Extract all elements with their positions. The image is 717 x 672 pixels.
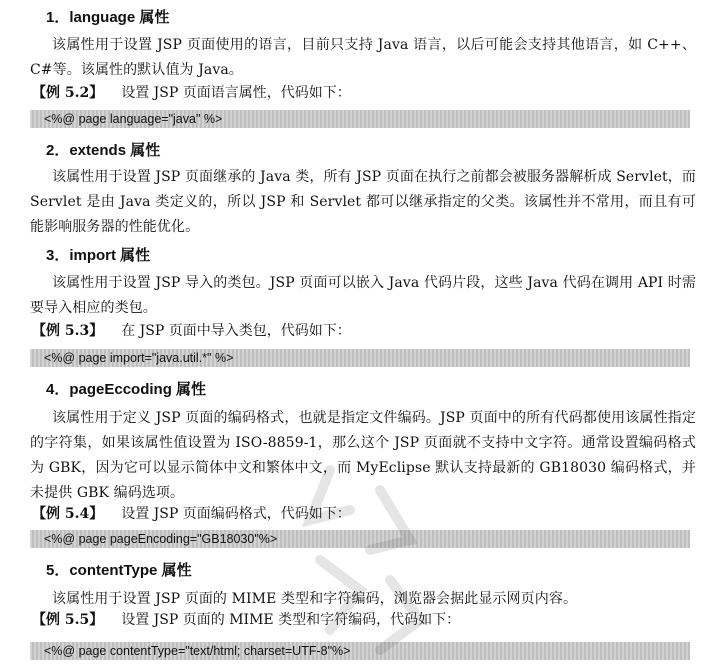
- example-text: 设置 JSP 页面的 MIME 类型和字符编码，代码如下：: [121, 612, 461, 628]
- example-tag: 【例 5.2】: [32, 85, 104, 101]
- example-text: 设置 JSP 页面语言属性，代码如下：: [121, 85, 351, 101]
- code-block-import: <%@ page import="java.util.*" %>: [30, 349, 690, 367]
- example-text: 设置 JSP 页面编码格式，代码如下：: [121, 506, 351, 522]
- example-tag: 【例 5.5】: [32, 612, 104, 628]
- section-paragraph-import: 该属性用于设置 JSP 导入的类包。JSP 页面可以嵌入 Java 代码片段，这些 Java 代码在调用 API 时需要导入相应的类包。: [30, 275, 696, 316]
- example-text: 在 JSP 页面中导入类包，代码如下：: [121, 323, 351, 339]
- section-heading-pageencoding: 4．pageEccoding 属性: [46, 381, 207, 398]
- example-5-5: [32, 609, 460, 629]
- section-heading-import: 3．import 属性: [46, 247, 151, 264]
- section-heading-language: 1．language 属性: [46, 9, 170, 26]
- code-block-contenttype: <%@ page contentType="text/html; charset=UTF-8"%>: [30, 642, 690, 660]
- example-tag: 【例 5.4】: [32, 506, 104, 522]
- section-paragraph-extends: 该属性用于设置 JSP 页面继承的 Java 类，所有 JSP 页面在执行之前都会被服务器解析成 Servlet，而 Servlet 是由 Java 类定义的，所以 JSP 和 Servlet 都可以继承指定的父类。该属性并不常用，而且有可能影响服务器的性能优化。: [30, 169, 696, 235]
- example-5-4: [32, 503, 351, 523]
- section-paragraph-contenttype: 该属性用于设置 JSP 页面的 MIME 类型和字符编码，浏览器会据此显示网页内容。: [52, 591, 578, 607]
- example-tag: 【例 5.3】: [32, 323, 104, 339]
- section-heading-contenttype: 5．contentType 属性: [46, 562, 192, 579]
- section-paragraph-language: 该属性用于设置 JSP 页面使用的语言，目前只支持 Java 语言，以后可能会支持其他语言，如 C++、C#等。该属性的默认值为 Java。: [30, 37, 696, 78]
- example-5-2: [32, 82, 351, 102]
- section-paragraph-pageencoding: 该属性用于定义 JSP 页面的编码格式，也就是指定文件编码。JSP 页面中的所有代码都使用该属性指定的字符集，如果该属性值设置为 ISO-8859-1，那么这个 JSP 页面就不支持中文字符。通常设置编码格式为 GBK，因为它可以显示简体中文和繁体中文，而 MyEclipse 默认支持最新的 GB18030 编码格式，并未提供 GBK 编码选项。: [30, 410, 696, 501]
- code-block-language: <%@ page language="java" %>: [30, 110, 690, 128]
- section-heading-extends: 2．extends 属性: [46, 142, 161, 159]
- example-5-3: [32, 320, 351, 340]
- code-block-pageencoding: <%@ page pageEncoding="GB18030"%>: [30, 530, 690, 548]
